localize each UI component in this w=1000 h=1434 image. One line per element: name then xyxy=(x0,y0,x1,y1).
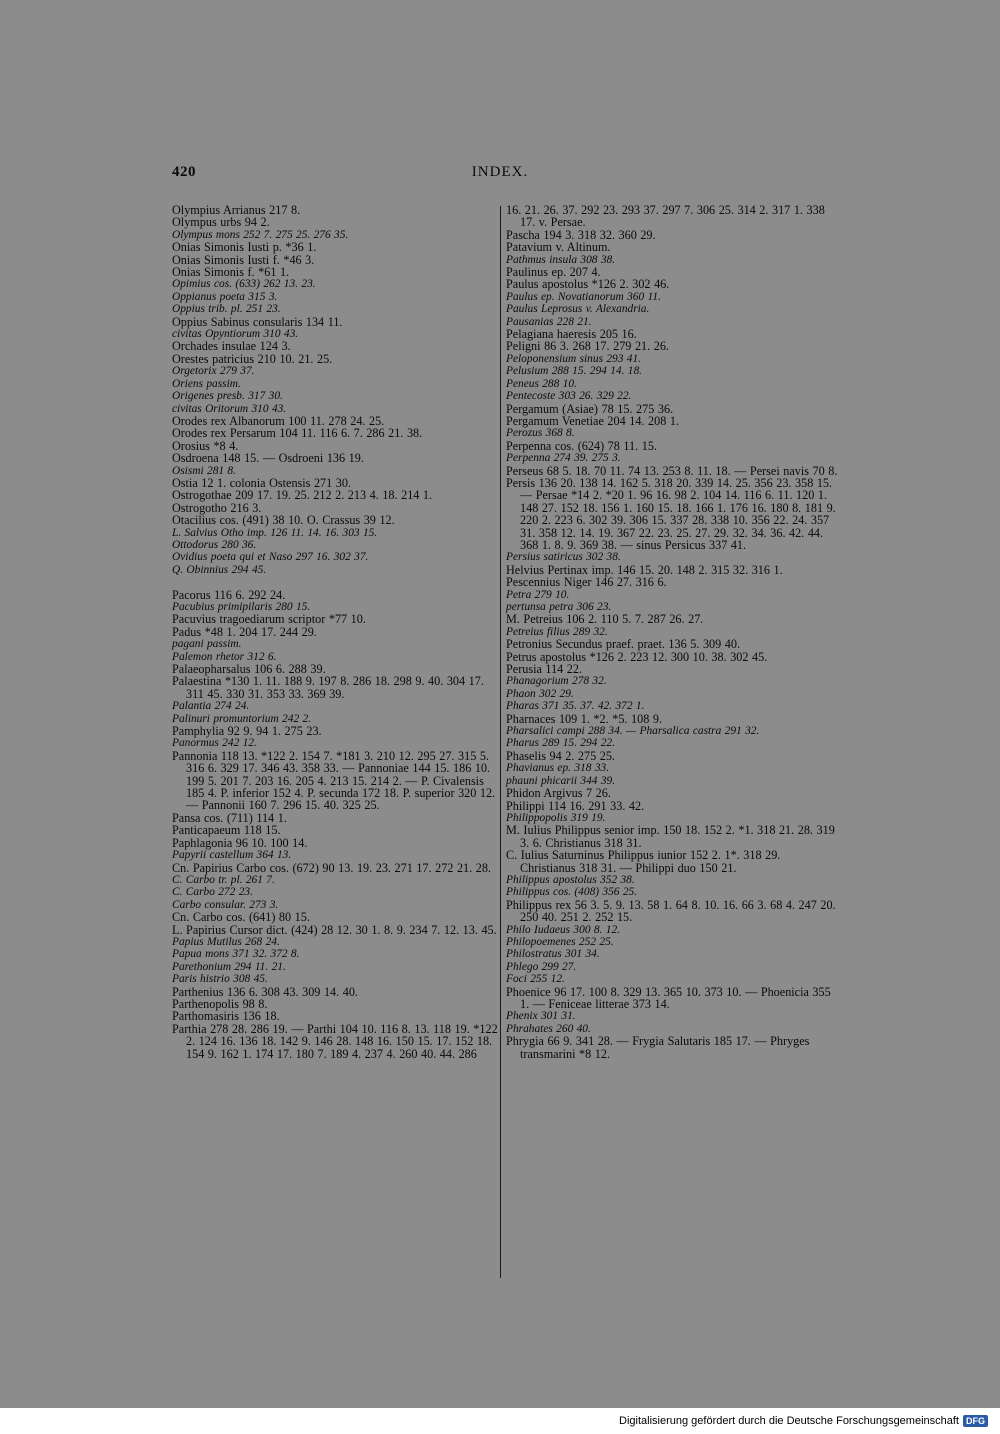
index-entry: Ovidius poeta qui et Naso 297 16. 302 37. xyxy=(172,551,369,564)
index-entry: Orchades insulae 124 3. xyxy=(172,339,291,354)
index-entry: Phoenice 96 17. 100 8. 329 13. 365 10. 373 10. — Phoenicia 355 1. — Feniceae litterae 373 14. xyxy=(506,984,831,1011)
index-entry: Cn. Carbo cos. (641) 80 15. xyxy=(172,910,310,925)
footer-credit: Digitalisierung gefördert durch die Deutsche Forschungsgemeinschaft xyxy=(619,1415,959,1427)
index-entry: Ostrogothae 209 17. 19. 25. 212 2. 213 4. 18. 214 1. xyxy=(172,488,433,503)
index-entry: L. Papirius Cursor dict. (424) 28 12. 30 1. 8. 9. 234 7. 12. 13. 45. xyxy=(172,922,497,937)
index-entry: Petra 279 10. xyxy=(506,588,570,601)
index-entry: Pharus 289 15. 294 22. xyxy=(506,737,615,750)
index-entry: Pentecoste 303 26. 329 22. xyxy=(506,390,632,403)
index-entry: Parthenopolis 98 8. xyxy=(172,996,268,1011)
index-entry: Pamphylia 92 9. 94 1. 275 23. xyxy=(172,724,322,739)
index-entry: pertunsa petra 306 23. xyxy=(506,601,612,613)
index-entry: Parethonium 294 11. 21. xyxy=(172,960,286,973)
index-entry: Palaestina *130 1. 11. 188 9. 197 8. 286 18. 298 9. 40. 304 17. 311 45. 330 31. 353 33. 369 39. xyxy=(172,674,484,701)
index-entry: Ottodorus 280 36. xyxy=(172,538,257,551)
index-entry: M. Iulius Philippus senior imp. 150 18. 152 2. *1. 318 21. 28. 319 3. 6. Christianus 318 31. xyxy=(506,823,835,850)
index-entry: Oppianus poeta 315 3. xyxy=(172,290,278,303)
index-entry: Pannonia 118 13. *122 2. 154 7. *181 3. 210 12. 295 27. 315 5. 316 6. 329 17. 346 43. 358 33. — Pannoniae 144 15. 186 10. 199 5. 201 7. 203 16. 205 4. 213 15. 214 2. — P. Civalensis 185 4. P. inferior 152 4. P. secunda 172 18. P. superior 320 12. — Pannonii 160 7. 296 15. 40. 325 25. xyxy=(172,748,496,813)
index-entry: Philippopolis 319 19. xyxy=(506,811,606,824)
index-entry: Foci 255 12. xyxy=(506,973,565,986)
index-entry: phauni phicarii 344 39. xyxy=(506,774,616,787)
index-entry: Onias Simonis Iusti f. *46 3. xyxy=(172,252,315,267)
index-entry: Osismi 281 8. xyxy=(172,464,236,477)
index-entry: Parthia 278 28. 286 19. — Parthi 104 10. 116 8. 13. 118 19. *122 2. 124 16. 136 18. 142 9. 146 28. 148 16. 150 15. 17. 152 18. 154 9. 162 1. 174 17. 180 7. 189 4. 237 4. 260 40. 44. 286 xyxy=(172,1021,498,1061)
index-entry: Olympus mons 252 7. 275 25. 276 35. xyxy=(172,228,349,241)
index-entry: Osdroena 148 15. — Osdroeni 136 19. xyxy=(172,451,364,466)
footer xyxy=(619,1414,988,1428)
index-column-left xyxy=(172,204,499,1060)
index-entry: Paris histrio 308 45. xyxy=(172,973,268,986)
index-entry: Perpenna cos. (624) 78 11. 15. xyxy=(506,438,657,453)
index-entry: Orodes rex Persarum 104 11. 116 6. 7. 286 21. 38. xyxy=(172,426,423,441)
index-entry: Philostratus 301 34. xyxy=(506,948,600,961)
index-entry: Pharas 371 35. 37. 42. 372 1. xyxy=(506,700,645,713)
index-entry: Phidon Argivus 7 26. xyxy=(506,786,611,801)
index-entry: Paulus Leprosus v. Alexandria. xyxy=(506,303,650,316)
running-head: INDEX. xyxy=(471,164,529,180)
index-entry: Perseus 68 5. 18. 70 11. 74 13. 253 8. 11. 18. — Persei navis 70 8. xyxy=(506,463,838,478)
index-entry: civitas Opyntiorum 310 43. xyxy=(172,328,299,341)
index-entry: Panticapaeum 118 15. xyxy=(172,823,281,838)
index-entry: Parthenius 136 6. 308 43. 309 14. 40. xyxy=(172,984,358,999)
index-entry: Palaeopharsalus 106 6. 288 39. xyxy=(172,662,326,677)
index-entry: Phlego 299 27. xyxy=(506,960,577,973)
index-entry: Pelusium 288 15. 294 14. 18. xyxy=(506,365,643,378)
index-entry: Patavium v. Altinum. xyxy=(506,240,611,255)
index-entry: Oppius Sabinus consularis 134 11. xyxy=(172,314,343,329)
index-entry: Pharsalici campi 288 34. — Pharsalica castra 291 32. xyxy=(506,725,760,738)
index-entry: civitas Oritorum 310 43. xyxy=(172,402,287,415)
index-entry: L. Salvius Otho imp. 126 11. 14. 16. 303 15. xyxy=(172,526,378,539)
index-entry: Phenix 301 31. xyxy=(506,1010,576,1023)
page-number: 420 xyxy=(172,164,196,180)
index-entry: Philippus cos. (408) 356 25. xyxy=(506,886,638,899)
index-entry: Petrus apostolus *126 2. 223 12. 300 10. 38. 302 45. xyxy=(506,649,768,664)
index-entry: Olympus urbs 94 2. xyxy=(172,215,270,230)
index-entry: Phavianus ep. 318 33. xyxy=(506,762,610,775)
index-entry: Pergamum Venetiae 204 14. 208 1. xyxy=(506,413,679,428)
index-entry: Otacilius cos. (491) 38 10. O. Crassus 39 12. xyxy=(172,513,395,528)
index-entry: Peneus 288 10. xyxy=(506,377,577,390)
index-entry: Perozus 368 8. xyxy=(506,427,575,440)
index-entry: Pharnaces 109 1. *2. *5. 108 9. xyxy=(506,711,662,726)
column-divider xyxy=(500,206,501,1278)
index-entry: Peligni 86 3. 268 17. 279 21. 26. xyxy=(506,339,669,354)
index-entry: Orestes patricius 210 10. 21. 25. xyxy=(172,351,333,366)
index-entry: Persius satiricus 302 38. xyxy=(506,551,621,564)
index-entry: Paulinus ep. 207 4. xyxy=(506,265,601,280)
index-entry: Phrahates 260 40. xyxy=(506,1022,591,1035)
index-entry: Palantia 274 24. xyxy=(172,700,250,713)
index-entry: C. Carbo tr. pl. 261 7. xyxy=(172,873,275,886)
index-entry: Petronius Secundus praef. praet. 136 5. 309 40. xyxy=(506,637,741,652)
index-entry: M. Petreius 106 2. 110 5. 7. 287 26. 27. xyxy=(506,612,704,627)
index-entry: Philopoemenes 252 25. xyxy=(506,935,614,948)
index-entry: Onias Simonis Iusti p. *36 1. xyxy=(172,240,317,255)
index-entry: Carbo consular. 273 3. xyxy=(172,898,279,911)
index-entry: C. Iulius Saturninus Philippus iunior 152 2. 1*. 318 29. Christianus 318 31. — Philippi duo 150 21. xyxy=(506,848,781,875)
dfg-logo-icon: DFG xyxy=(963,1415,988,1427)
index-entry: Pergamum (Asiae) 78 15. 275 36. xyxy=(506,401,674,416)
index-entry: Papua mons 371 32. 372 8. xyxy=(172,948,300,961)
index-entry: Phrygia 66 9. 341 28. — Frygia Salutaris 185 17. — Phryges transmarini *8 12. xyxy=(506,1034,810,1061)
index-entry: Phaselis 94 2. 275 25. xyxy=(506,748,615,763)
index-entry: Pacubius primipilaris 280 15. xyxy=(172,600,311,613)
index-entry: Paulus ep. Novatianorum 360 11. xyxy=(506,290,661,303)
index-entry: Palemon rhetor 312 6. xyxy=(172,650,277,663)
index-entry: Olympius Arrianus 217 8. xyxy=(172,203,301,217)
index-entry: Philippus rex 56 3. 5. 9. 13. 58 1. 64 8. 10. 16. 66 3. 68 4. 247 20. 250 40. 251 2. 252 15. xyxy=(506,897,836,925)
index-entry: Peloponensium sinus 293 41. xyxy=(506,352,642,365)
section-gap xyxy=(172,576,499,588)
index-entry: Palinuri promuntorium 242 2. xyxy=(172,712,312,725)
index-entry: Helvius Pertinax imp. 146 15. 20. 148 2. 315 32. 316 1. xyxy=(506,562,783,577)
index-entry: Ostia 12 1. colonia Ostensis 271 30. xyxy=(172,475,352,490)
index-entry: Opimius cos. (633) 262 13. 23. xyxy=(172,278,316,291)
index-entry: Pansa cos. (711) 114 1. xyxy=(172,810,287,825)
index-entry: Pausanias 228 21. xyxy=(506,315,592,328)
index-entry: Oriens passim. xyxy=(172,377,241,390)
index-entry: Pathmus insula 308 38. xyxy=(506,253,616,266)
index-entry: Papius Mutilus 268 24. xyxy=(172,935,280,948)
index-entry: Orodes rex Albanorum 100 11. 278 24. 25. xyxy=(172,413,385,428)
index-entry: Philippus apostolus 352 38. xyxy=(506,873,635,886)
index-entry: Pescennius Niger 146 27. 316 6. xyxy=(506,575,667,590)
index-entry: Cn. Papirius Carbo cos. (672) 90 13. 19. 23. 271 17. 272 21. 28. xyxy=(172,860,491,875)
index-entry: Panormus 242 12. xyxy=(172,737,257,750)
index-entry: C. Carbo 272 23. xyxy=(172,886,253,899)
index-entry: Perpenna 274 39. 275 3. xyxy=(506,452,621,465)
index-entry: Q. Obinnius 294 45. xyxy=(172,563,267,576)
index-entry: Pelagiana haeresis 205 16. xyxy=(506,327,637,342)
index-entry: Papyrii castellum 364 13. xyxy=(172,849,292,862)
index-entry: Petreius filius 289 32. xyxy=(506,625,608,638)
index-entry: Persis 136 20. 138 14. 162 5. 318 20. 339 14. 25. 356 23. 358 15. — Persae *14 2. *20 1. 96 16. 98 2. 104 14. 116 6. 11. 120 1. 148 27. 152 18. 156 1. 160 15. 18. 166 1. 176 16. 180 8. 181 9. 220 2. 223 6. 302 39. 306 15. 337 28. 338 10. 356 22. 24. 357 31. 358 12. 14. 19. 367 22. 23. 25. 27. 29. 32. 34. 36. 42. 44. 368 1. 8. 9. 369 38. — sinus Persicus 337 41. xyxy=(506,475,836,552)
index-entry: Pacuvius tragoediarum scriptor *77 10. xyxy=(172,612,366,627)
index-entry: Orgetorix 279 37. xyxy=(172,365,255,378)
index-entry: Pascha 194 3. 318 32. 360 29. xyxy=(506,227,656,242)
index-entry: Oppius trib. pl. 251 23. xyxy=(172,303,281,316)
index-entry: Pacorus 116 6. 292 24. xyxy=(172,587,286,602)
index-entry: Phaon 302 29. xyxy=(506,687,574,700)
index-column-right xyxy=(506,204,838,1060)
index-entry: Orosius *8 4. xyxy=(172,438,239,453)
index-entry: pagani passim. xyxy=(172,638,242,651)
index-entry: Ostrogotho 216 3. xyxy=(172,500,262,515)
index-entry: Perusia 114 22. xyxy=(506,662,583,677)
index-entry: 16. 21. 26. 37. 292 23. 293 37. 297 7. 306 25. 314 2. 317 1. 338 17. v. Persae. xyxy=(506,203,825,230)
index-entry: Philo Iudaeus 300 8. 12. xyxy=(506,923,620,936)
index-entry: Padus *48 1. 204 17. 244 29. xyxy=(172,624,317,639)
index-entry: Philippi 114 16. 291 33. 42. xyxy=(506,798,645,813)
index-entry: Phanagorium 278 32. xyxy=(506,675,607,688)
index-entry: Parthomasiris 136 18. xyxy=(172,1009,280,1024)
index-entry: Paulus apostolus *126 2. 302 46. xyxy=(506,277,670,292)
index-entry: Onias Simonis f. *61 1. xyxy=(172,265,290,280)
index-entry: Paphlagonia 96 10. 100 14. xyxy=(172,835,308,850)
index-entry: Origenes presb. 317 30. xyxy=(172,390,283,403)
